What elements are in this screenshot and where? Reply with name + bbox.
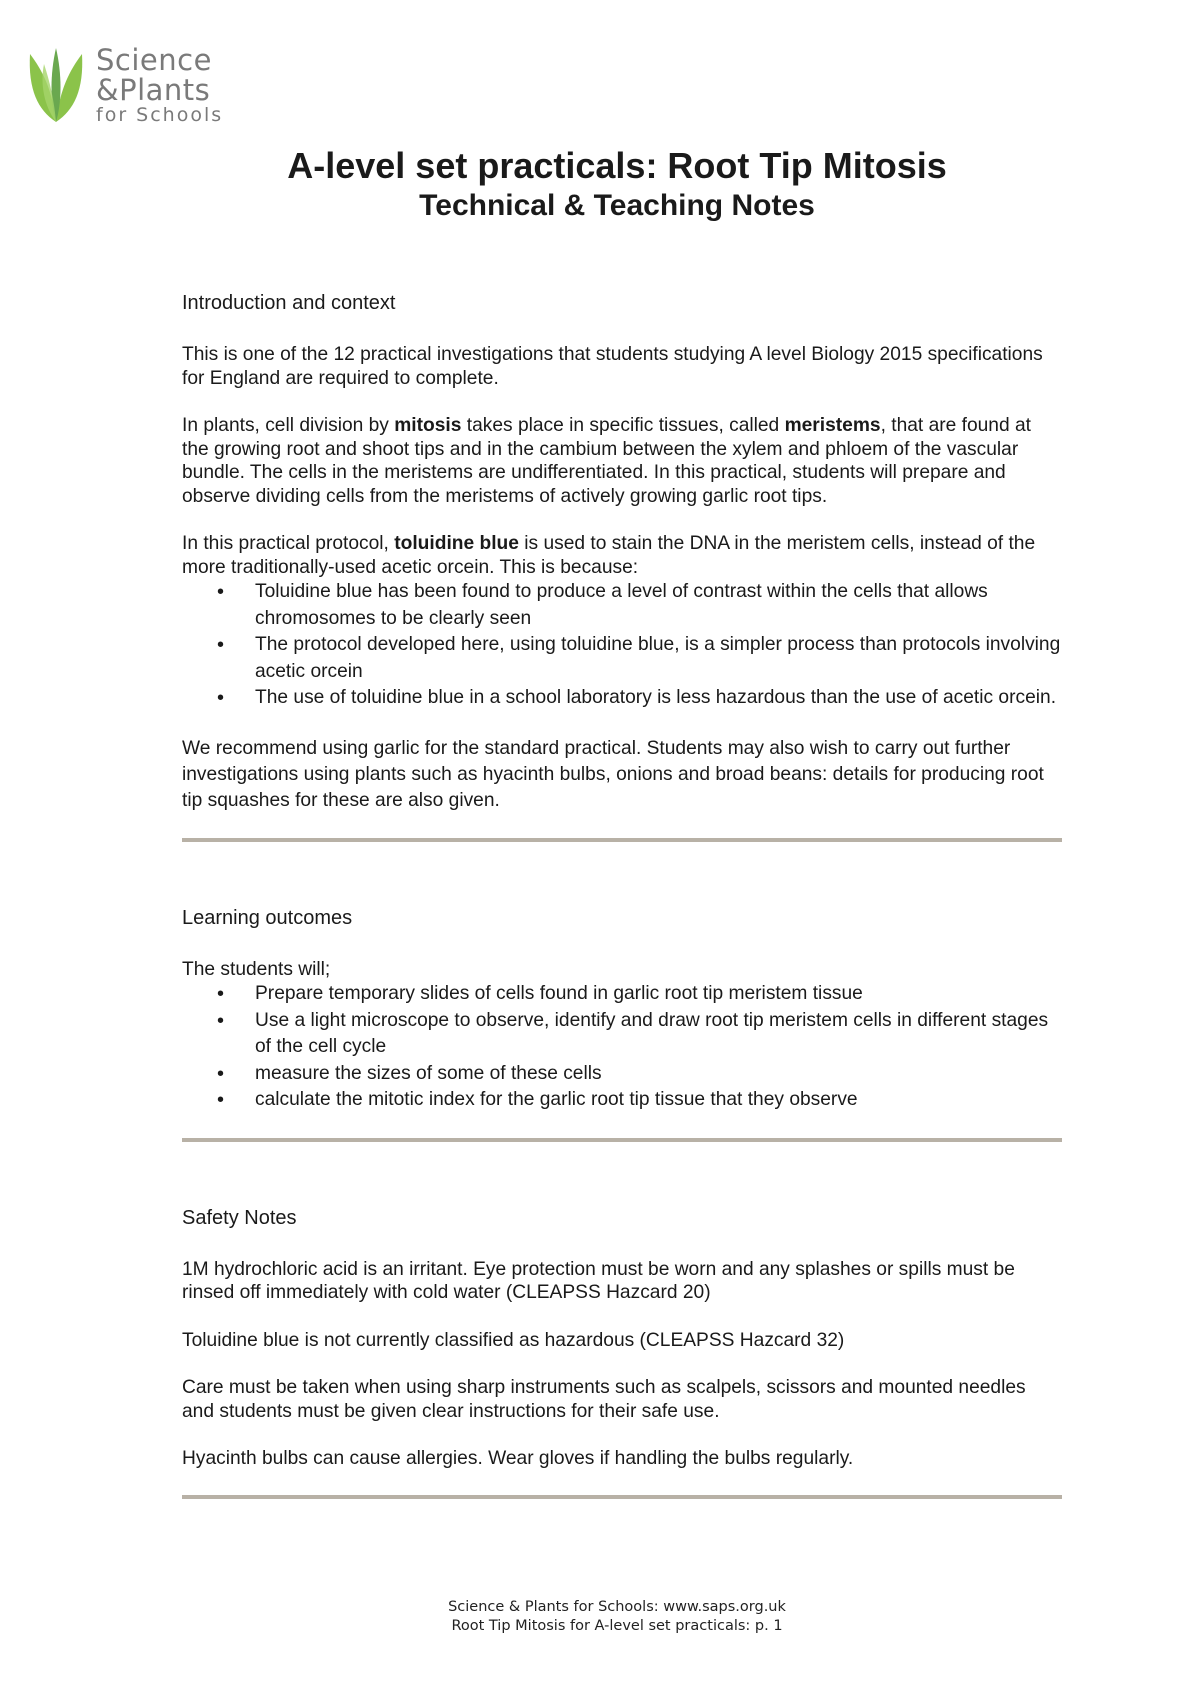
outcomes-lead: The students will; [182,958,331,980]
intro-paragraph-2: In plants, cell division by mitosis takes place in specific tissues, called meristems, that are found at the growing root and shoot tips and in the cambium between the xylem and phloem of the vascular bundle. The cells in the meristems are undifferentiated. In this practical, students will prepare and observe dividing cells from the meristems of actively growing garlic root tips. [182,415,1031,507]
safety-paragraph-1: 1M hydrochloric acid is an irritant. Eye protection must be worn and any splashes or spills must be rinsed off immediately with cold water (CLEAPSS Hazcard 20) [182,1258,1015,1303]
list-item: • Toluidine blue has been found to produce a level of contrast within the cells that allows chromosomes to be clearly seen [255,579,1062,632]
intro-bullet-list [182,579,1062,712]
list-item: • calculate the mitotic index for the garlic root tip tissue that they observe [255,1087,1062,1114]
term-meristems: meristems [784,415,881,436]
safety-heading: Safety Notes [182,1206,297,1229]
intro-heading: Introduction and context [182,292,396,314]
logo-line1: Science [96,43,212,77]
document-body [182,291,1062,1499]
intro-paragraph-4: We recommend using garlic for the standard practical. Students may also wish to carry out further investigations using plants such as hyacinth bulbs, onions and broad beans: details for producing root tip squashes for these are also given. [182,737,1044,811]
safety-paragraph-3: Care must be taken when using sharp instruments such as scalpels, scissors and mounted needles and students must be given clear instructions for their safe use. [182,1377,1026,1422]
intro-paragraph-1: This is one of the 12 practical investigations that students studying A level Biology 2015 specifications for England are required to complete. [182,344,1043,389]
list-item: • The protocol developed here, using toluidine blue, is a simpler process than protocols involving acetic orcein [255,632,1062,685]
document-title: A-level set practicals: Root Tip Mitosis [287,145,947,186]
list-item: • Use a light microscope to observe, identify and draw root tip meristem cells in different stages of the cell cycle [255,1008,1062,1061]
footer-line-2: Root Tip Mitosis for A-level set practicals: p. 1 [451,1618,783,1634]
saps-logo [24,44,234,124]
safety-paragraph-2: Toluidine blue is not currently classified as hazardous (CLEAPSS Hazcard 32) [182,1329,845,1351]
list-item: • The use of toluidine blue in a school laboratory is less hazardous than the use of acetic orcein. [255,685,1062,712]
safety-paragraph-4: Hyacinth bulbs can cause allergies. Wear gloves if handling the bulbs regularly. [182,1448,854,1469]
footer-line-1: Science & Plants for Schools: www.saps.org.uk [448,1599,786,1615]
section-divider [182,1495,1062,1499]
leaf-logo-icon [24,44,88,124]
logo-line2: &Plants [96,73,211,107]
intro-paragraph-3: In this practical protocol, toluidine blue is used to stain the DNA in the meristem cells, instead of the more traditionally-used acetic orcein. This is because: [182,533,1036,578]
term-toluidine-blue: toluidine blue [394,533,519,554]
list-item: • measure the sizes of some of these cells [255,1061,1062,1088]
outcomes-bullet-list [182,981,1062,1114]
document-subtitle: Technical & Teaching Notes [419,189,815,222]
list-item: • Prepare temporary slides of cells found in garlic root tip meristem tissue [255,981,1062,1008]
term-mitosis: mitosis [394,415,462,436]
logo-line3: for Schools [96,104,224,126]
page-footer [0,1598,1200,1636]
outcomes-heading: Learning outcomes [182,906,353,929]
